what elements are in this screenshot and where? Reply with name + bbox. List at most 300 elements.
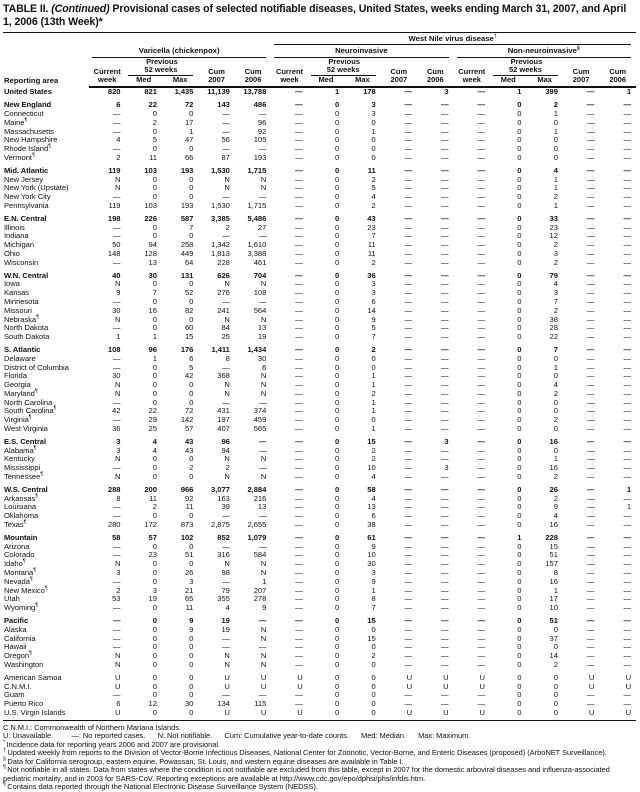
value-cell: — bbox=[623, 353, 631, 363]
value-cell: 2 bbox=[553, 388, 558, 398]
cum-2006-header: Cum bbox=[609, 66, 626, 76]
value-cell: 0 bbox=[334, 213, 340, 223]
value-cell: 0 bbox=[189, 633, 194, 643]
value-cell: — bbox=[404, 332, 413, 342]
year-2007-header: 2007 bbox=[381, 76, 417, 87]
value-cell: 0 bbox=[517, 699, 522, 709]
reporting-area-cell: West Virginia bbox=[4, 424, 48, 434]
value-cell: 1 bbox=[553, 585, 558, 595]
value-cell: — bbox=[623, 472, 631, 482]
value-cell: — bbox=[623, 117, 631, 127]
value-cell: — bbox=[440, 502, 449, 512]
value-cell: — bbox=[586, 660, 595, 669]
value-cell: 0 bbox=[517, 424, 522, 434]
value-cell: N bbox=[260, 624, 267, 634]
value-cell: — bbox=[295, 424, 303, 434]
nonneuro-footnote-marker: § bbox=[576, 45, 580, 52]
value-cell: — bbox=[440, 314, 449, 324]
value-cell: 4 bbox=[553, 511, 558, 521]
reporting-area-cell: Michigan bbox=[4, 240, 34, 250]
value-cell: — bbox=[440, 200, 449, 210]
value-cell: N bbox=[115, 388, 121, 398]
table-row bbox=[3, 298, 636, 307]
value-cell: — bbox=[586, 231, 595, 241]
reporting-area-cell: Rhode Island¶ bbox=[4, 143, 51, 154]
value-cell: 11 bbox=[367, 248, 376, 258]
value-cell: — bbox=[623, 371, 631, 381]
value-cell: 0 bbox=[334, 165, 340, 175]
value-cell: 193 bbox=[180, 200, 194, 210]
value-cell: 0 bbox=[334, 502, 340, 512]
value-cell: 0 bbox=[517, 681, 522, 691]
value-cell: 4 bbox=[225, 603, 230, 613]
value-cell: 0 bbox=[152, 681, 157, 691]
value-cell: 92 bbox=[185, 493, 194, 503]
value-cell: 108 bbox=[253, 288, 267, 298]
table-row bbox=[3, 691, 636, 700]
value-cell: 15 bbox=[367, 436, 376, 446]
value-cell: 0 bbox=[189, 192, 194, 202]
value-cell: — bbox=[477, 603, 485, 613]
value-cell: — bbox=[440, 568, 449, 578]
value-cell: U bbox=[115, 672, 121, 682]
value-cell: — bbox=[623, 305, 631, 315]
value-cell: 29 bbox=[148, 415, 157, 425]
value-cell: 193 bbox=[180, 165, 194, 175]
value-cell: — bbox=[440, 472, 449, 482]
value-cell: 1,411 bbox=[211, 344, 230, 354]
year-2006-header: 2006 bbox=[235, 76, 271, 87]
reporting-area-cell: Montana¶ bbox=[4, 567, 36, 578]
value-cell: 4 bbox=[371, 472, 376, 482]
value-cell: 27 bbox=[257, 222, 267, 232]
value-cell: 0 bbox=[371, 699, 376, 709]
value-cell: — bbox=[440, 624, 449, 634]
value-cell: — bbox=[623, 642, 631, 652]
value-cell: 176 bbox=[180, 344, 194, 354]
value-cell: 9 bbox=[553, 502, 558, 512]
value-cell: 53 bbox=[112, 594, 121, 604]
value-cell: — bbox=[295, 454, 303, 464]
value-cell: N bbox=[115, 559, 121, 569]
reporting-area-cell: Louisiana bbox=[4, 502, 37, 512]
value-cell: — bbox=[623, 616, 631, 626]
reporting-area-cell: Indiana bbox=[4, 231, 29, 241]
value-cell: — bbox=[295, 642, 303, 652]
current-week-header: Current bbox=[93, 66, 121, 76]
value-cell: — bbox=[295, 240, 303, 250]
reporting-area-cell: Maine¶ bbox=[4, 117, 28, 127]
reporting-area-cell: Maryland¶ bbox=[4, 388, 38, 398]
value-cell: U bbox=[625, 672, 631, 682]
value-cell: 26 bbox=[549, 484, 558, 494]
value-cell: — bbox=[586, 152, 595, 162]
title-continued: (Continued) bbox=[51, 3, 110, 15]
value-cell: — bbox=[586, 174, 595, 184]
value-cell: 0 bbox=[334, 568, 340, 578]
value-cell: 0 bbox=[517, 108, 522, 118]
value-cell: — bbox=[586, 436, 595, 446]
footnotes bbox=[3, 724, 636, 792]
value-cell: 115 bbox=[254, 699, 267, 709]
value-cell: 2 bbox=[152, 502, 157, 512]
value-cell: 0 bbox=[334, 454, 340, 464]
value-cell: — bbox=[258, 108, 267, 118]
value-cell: — bbox=[404, 213, 413, 223]
value-cell: — bbox=[477, 117, 485, 127]
value-cell: 9 bbox=[371, 576, 376, 586]
value-cell: — bbox=[404, 690, 413, 700]
previous-label: Previous bbox=[510, 56, 543, 66]
value-cell: 0 bbox=[334, 222, 340, 232]
value-cell: 4 bbox=[553, 165, 558, 175]
value-cell: 0 bbox=[517, 192, 522, 202]
value-cell: — bbox=[295, 568, 303, 578]
value-cell: — bbox=[477, 397, 485, 407]
value-cell: 0 bbox=[334, 445, 340, 455]
value-cell: — bbox=[112, 257, 121, 267]
value-cell: 0 bbox=[152, 454, 157, 464]
value-cell: — bbox=[586, 200, 595, 210]
value-cell: 461 bbox=[253, 257, 267, 267]
value-cell: 22 bbox=[549, 332, 558, 342]
value-cell: 4 bbox=[371, 493, 376, 503]
value-cell: — bbox=[295, 165, 303, 175]
value-cell: 28 bbox=[549, 323, 558, 333]
value-cell: 37 bbox=[549, 633, 558, 643]
value-cell: — bbox=[586, 100, 595, 110]
value-cell: — bbox=[295, 463, 303, 473]
reporting-area-cell: C.N.M.I. bbox=[4, 681, 32, 691]
value-cell: — bbox=[112, 463, 121, 473]
table-row bbox=[3, 434, 636, 447]
value-cell: 134 bbox=[217, 699, 230, 709]
value-cell: 0 bbox=[517, 279, 522, 289]
value-cell: 0 bbox=[334, 279, 340, 289]
value-cell: — bbox=[295, 314, 303, 324]
value-cell: — bbox=[586, 445, 595, 455]
value-cell: — bbox=[295, 651, 303, 661]
value-cell: U bbox=[224, 681, 230, 691]
value-cell: — bbox=[295, 353, 303, 363]
value-cell: 0 bbox=[334, 305, 340, 315]
value-cell: — bbox=[222, 192, 230, 202]
table-row bbox=[3, 333, 636, 342]
value-cell: 7 bbox=[189, 222, 194, 232]
value-cell: — bbox=[295, 174, 303, 184]
table-row bbox=[3, 503, 636, 512]
value-cell: 966 bbox=[180, 484, 194, 494]
value-cell: 10 bbox=[367, 463, 376, 473]
value-cell: 2 bbox=[371, 651, 376, 661]
table-row bbox=[3, 250, 636, 259]
value-cell: 108 bbox=[107, 344, 121, 354]
value-cell: — bbox=[112, 511, 121, 521]
value-cell: 2 bbox=[553, 472, 558, 482]
value-cell: 0 bbox=[152, 660, 157, 669]
value-cell: — bbox=[295, 406, 303, 416]
reporting-area-cell: U.S. Virgin Islands bbox=[4, 707, 66, 717]
value-cell: N bbox=[224, 651, 230, 661]
value-cell: 0 bbox=[517, 454, 522, 464]
value-cell: 9 bbox=[116, 288, 121, 298]
value-cell: — bbox=[222, 576, 230, 586]
table-row bbox=[3, 268, 636, 281]
value-cell: — bbox=[258, 690, 267, 700]
value-cell: — bbox=[477, 332, 485, 342]
value-cell: — bbox=[477, 463, 485, 473]
value-cell: 0 bbox=[371, 117, 376, 127]
value-cell: — bbox=[295, 100, 303, 110]
value-cell: — bbox=[404, 603, 413, 613]
value-cell: 9 bbox=[189, 624, 194, 634]
value-cell: — bbox=[623, 463, 631, 473]
footnote-line: † Updated weekly from reports to the Division of Vector-Borne Infectious Diseases, National Center for Zoonotic, Vector-Borne, and Enteric Diseases (proposed) (ArboNET Surveillance). bbox=[3, 747, 607, 758]
value-cell: 0 bbox=[334, 371, 340, 381]
value-cell: 11 bbox=[367, 165, 376, 175]
cum-2007-header: Cum bbox=[390, 66, 408, 76]
table-row bbox=[3, 364, 636, 373]
value-cell: 5 bbox=[371, 183, 376, 193]
value-cell: — bbox=[295, 541, 303, 551]
value-cell: — bbox=[258, 436, 267, 446]
value-cell: — bbox=[440, 248, 449, 258]
value-cell: 7 bbox=[553, 296, 558, 306]
value-cell: 39 bbox=[221, 502, 230, 512]
value-cell: 0 bbox=[553, 642, 558, 652]
value-cell: 0 bbox=[517, 484, 522, 494]
value-cell: — bbox=[295, 305, 303, 315]
value-cell: N bbox=[224, 183, 230, 193]
value-cell: 0 bbox=[553, 445, 558, 455]
value-cell: 94 bbox=[148, 240, 157, 250]
value-cell: — bbox=[477, 690, 485, 700]
value-cell: 0 bbox=[553, 371, 558, 381]
value-cell: — bbox=[623, 152, 631, 162]
value-cell: 2 bbox=[553, 257, 558, 267]
value-cell: — bbox=[623, 380, 631, 390]
value-cell: 0 bbox=[553, 406, 558, 416]
value-cell: 226 bbox=[144, 213, 157, 223]
value-cell: 4 bbox=[152, 436, 157, 446]
value-cell: — bbox=[623, 520, 631, 530]
value-cell: — bbox=[477, 144, 485, 154]
value-cell: 0 bbox=[517, 603, 522, 613]
value-cell: 12 bbox=[148, 699, 157, 709]
value-cell: 0 bbox=[517, 672, 522, 682]
value-cell: 9 bbox=[189, 616, 194, 626]
value-cell: 0 bbox=[371, 152, 376, 162]
table-row bbox=[3, 551, 636, 560]
value-cell: — bbox=[404, 550, 413, 560]
value-cell: 2 bbox=[371, 174, 376, 184]
value-cell: 72 bbox=[185, 406, 194, 416]
value-cell: 0 bbox=[371, 642, 376, 652]
value-cell: U bbox=[406, 681, 413, 691]
wnv-group-header: West Nile virus disease† bbox=[271, 32, 636, 45]
value-cell: — bbox=[440, 415, 449, 425]
value-cell: — bbox=[623, 690, 631, 700]
value-cell: 103 bbox=[144, 200, 157, 210]
value-cell: 7 bbox=[371, 332, 376, 342]
value-cell: U bbox=[297, 707, 303, 717]
reporting-area-cell: Minnesota bbox=[4, 296, 39, 306]
value-cell: — bbox=[112, 222, 121, 232]
value-cell: — bbox=[258, 616, 267, 626]
value-cell: 198 bbox=[107, 213, 121, 223]
value-cell: — bbox=[623, 388, 631, 398]
value-cell: 3 bbox=[444, 87, 449, 97]
value-cell: — bbox=[112, 690, 121, 700]
table-row bbox=[3, 482, 636, 495]
value-cell: — bbox=[295, 108, 303, 118]
value-cell: — bbox=[222, 511, 230, 521]
value-cell: — bbox=[258, 192, 267, 202]
table-row bbox=[3, 670, 636, 683]
value-cell: — bbox=[404, 436, 413, 446]
value-cell: — bbox=[440, 108, 449, 118]
value-cell: — bbox=[112, 362, 121, 372]
value-cell: — bbox=[440, 183, 449, 193]
value-cell: — bbox=[586, 541, 595, 551]
value-cell: 278 bbox=[253, 594, 267, 604]
value-cell: — bbox=[586, 332, 595, 342]
value-cell: — bbox=[404, 472, 413, 482]
value-cell: 564 bbox=[253, 305, 267, 315]
value-cell: 0 bbox=[334, 541, 340, 551]
value-cell: 0 bbox=[334, 388, 340, 398]
value-cell: 7 bbox=[371, 231, 376, 241]
value-cell: 0 bbox=[334, 576, 340, 586]
prev-52-weeks-header: 52 weeks bbox=[125, 66, 198, 76]
value-cell: — bbox=[586, 135, 595, 145]
value-cell: U bbox=[297, 681, 303, 691]
value-cell: 0 bbox=[152, 362, 157, 372]
value-cell: 0 bbox=[334, 690, 340, 700]
value-cell: — bbox=[404, 424, 413, 434]
value-cell: — bbox=[623, 314, 631, 324]
value-cell: N bbox=[224, 454, 230, 464]
value-cell: 3 bbox=[444, 436, 449, 446]
value-cell: N bbox=[260, 559, 267, 569]
value-cell: — bbox=[404, 511, 413, 521]
value-cell: — bbox=[112, 624, 121, 634]
value-cell: 0 bbox=[517, 248, 522, 258]
value-cell: 19 bbox=[221, 624, 230, 634]
value-cell: — bbox=[586, 511, 595, 521]
value-cell: 0 bbox=[371, 660, 376, 669]
value-cell: 0 bbox=[517, 344, 522, 354]
value-cell: 17 bbox=[185, 117, 194, 127]
value-cell: 820 bbox=[107, 87, 121, 97]
value-cell: 1 bbox=[553, 362, 558, 372]
value-cell: — bbox=[586, 397, 595, 407]
value-cell: 3,388 bbox=[247, 248, 267, 258]
value-cell: U bbox=[479, 707, 485, 717]
value-cell: — bbox=[623, 213, 631, 223]
value-cell: 13 bbox=[257, 502, 267, 512]
value-cell: — bbox=[440, 484, 449, 494]
value-cell: 4 bbox=[553, 380, 558, 390]
value-cell: — bbox=[222, 397, 230, 407]
value-cell: 0 bbox=[152, 388, 157, 398]
value-cell: — bbox=[477, 362, 485, 372]
value-cell: 1,342 bbox=[211, 240, 230, 250]
value-cell: 2,875 bbox=[211, 520, 230, 530]
value-cell: — bbox=[112, 603, 121, 613]
value-cell: 30 bbox=[257, 353, 267, 363]
value-cell: 3 bbox=[152, 585, 157, 595]
value-cell: 1 bbox=[371, 585, 376, 595]
value-cell: 66 bbox=[185, 152, 194, 162]
value-cell: 0 bbox=[334, 248, 340, 258]
value-cell: — bbox=[112, 397, 121, 407]
reporting-area-cell: Connecticut bbox=[4, 108, 44, 118]
value-cell: — bbox=[586, 406, 595, 416]
value-cell: — bbox=[477, 424, 485, 434]
value-cell: — bbox=[477, 380, 485, 390]
value-cell: N bbox=[224, 314, 230, 324]
value-cell: 2 bbox=[553, 660, 558, 669]
value-cell: 0 bbox=[152, 174, 157, 184]
value-cell: — bbox=[623, 651, 631, 661]
value-cell: 11 bbox=[185, 502, 194, 512]
value-cell: U bbox=[588, 681, 595, 691]
value-cell: — bbox=[295, 690, 303, 700]
value-cell: 11,139 bbox=[207, 87, 230, 97]
value-cell: 12 bbox=[549, 231, 558, 241]
table-row bbox=[3, 307, 636, 316]
value-cell: — bbox=[112, 642, 121, 652]
value-cell: — bbox=[440, 406, 449, 416]
value-cell: 3 bbox=[553, 288, 558, 298]
value-cell: 0 bbox=[189, 144, 194, 154]
reporting-area-cell: Wisconsin bbox=[4, 257, 39, 267]
value-cell: 1 bbox=[626, 502, 631, 512]
reporting-area-cell: Kentucky bbox=[4, 454, 35, 464]
value-cell: 0 bbox=[334, 200, 340, 210]
value-cell: — bbox=[440, 585, 449, 595]
value-cell: — bbox=[586, 633, 595, 643]
value-cell: — bbox=[477, 585, 485, 595]
value-cell: 0 bbox=[152, 559, 157, 569]
value-cell: 0 bbox=[517, 472, 522, 482]
value-cell: — bbox=[404, 135, 413, 145]
value-cell: 2 bbox=[371, 344, 376, 354]
table-row bbox=[3, 232, 636, 241]
value-cell: — bbox=[440, 279, 449, 289]
value-cell: — bbox=[404, 108, 413, 118]
value-cell: — bbox=[477, 288, 485, 298]
value-cell: — bbox=[586, 651, 595, 661]
value-cell: U bbox=[224, 707, 230, 717]
table-row bbox=[3, 416, 636, 425]
value-cell: 0 bbox=[152, 126, 157, 136]
value-cell: — bbox=[623, 323, 631, 333]
value-cell: — bbox=[112, 616, 121, 626]
value-cell: — bbox=[623, 126, 631, 136]
year-2006-header: 2006 bbox=[417, 76, 453, 87]
value-cell: — bbox=[404, 344, 413, 354]
value-cell: — bbox=[404, 380, 413, 390]
value-cell: — bbox=[295, 257, 303, 267]
value-cell: 22 bbox=[148, 100, 157, 110]
value-cell: N bbox=[260, 660, 267, 669]
value-cell: — bbox=[295, 415, 303, 425]
value-cell: — bbox=[295, 362, 303, 372]
value-cell: — bbox=[440, 213, 449, 223]
value-cell: 0 bbox=[334, 380, 340, 390]
